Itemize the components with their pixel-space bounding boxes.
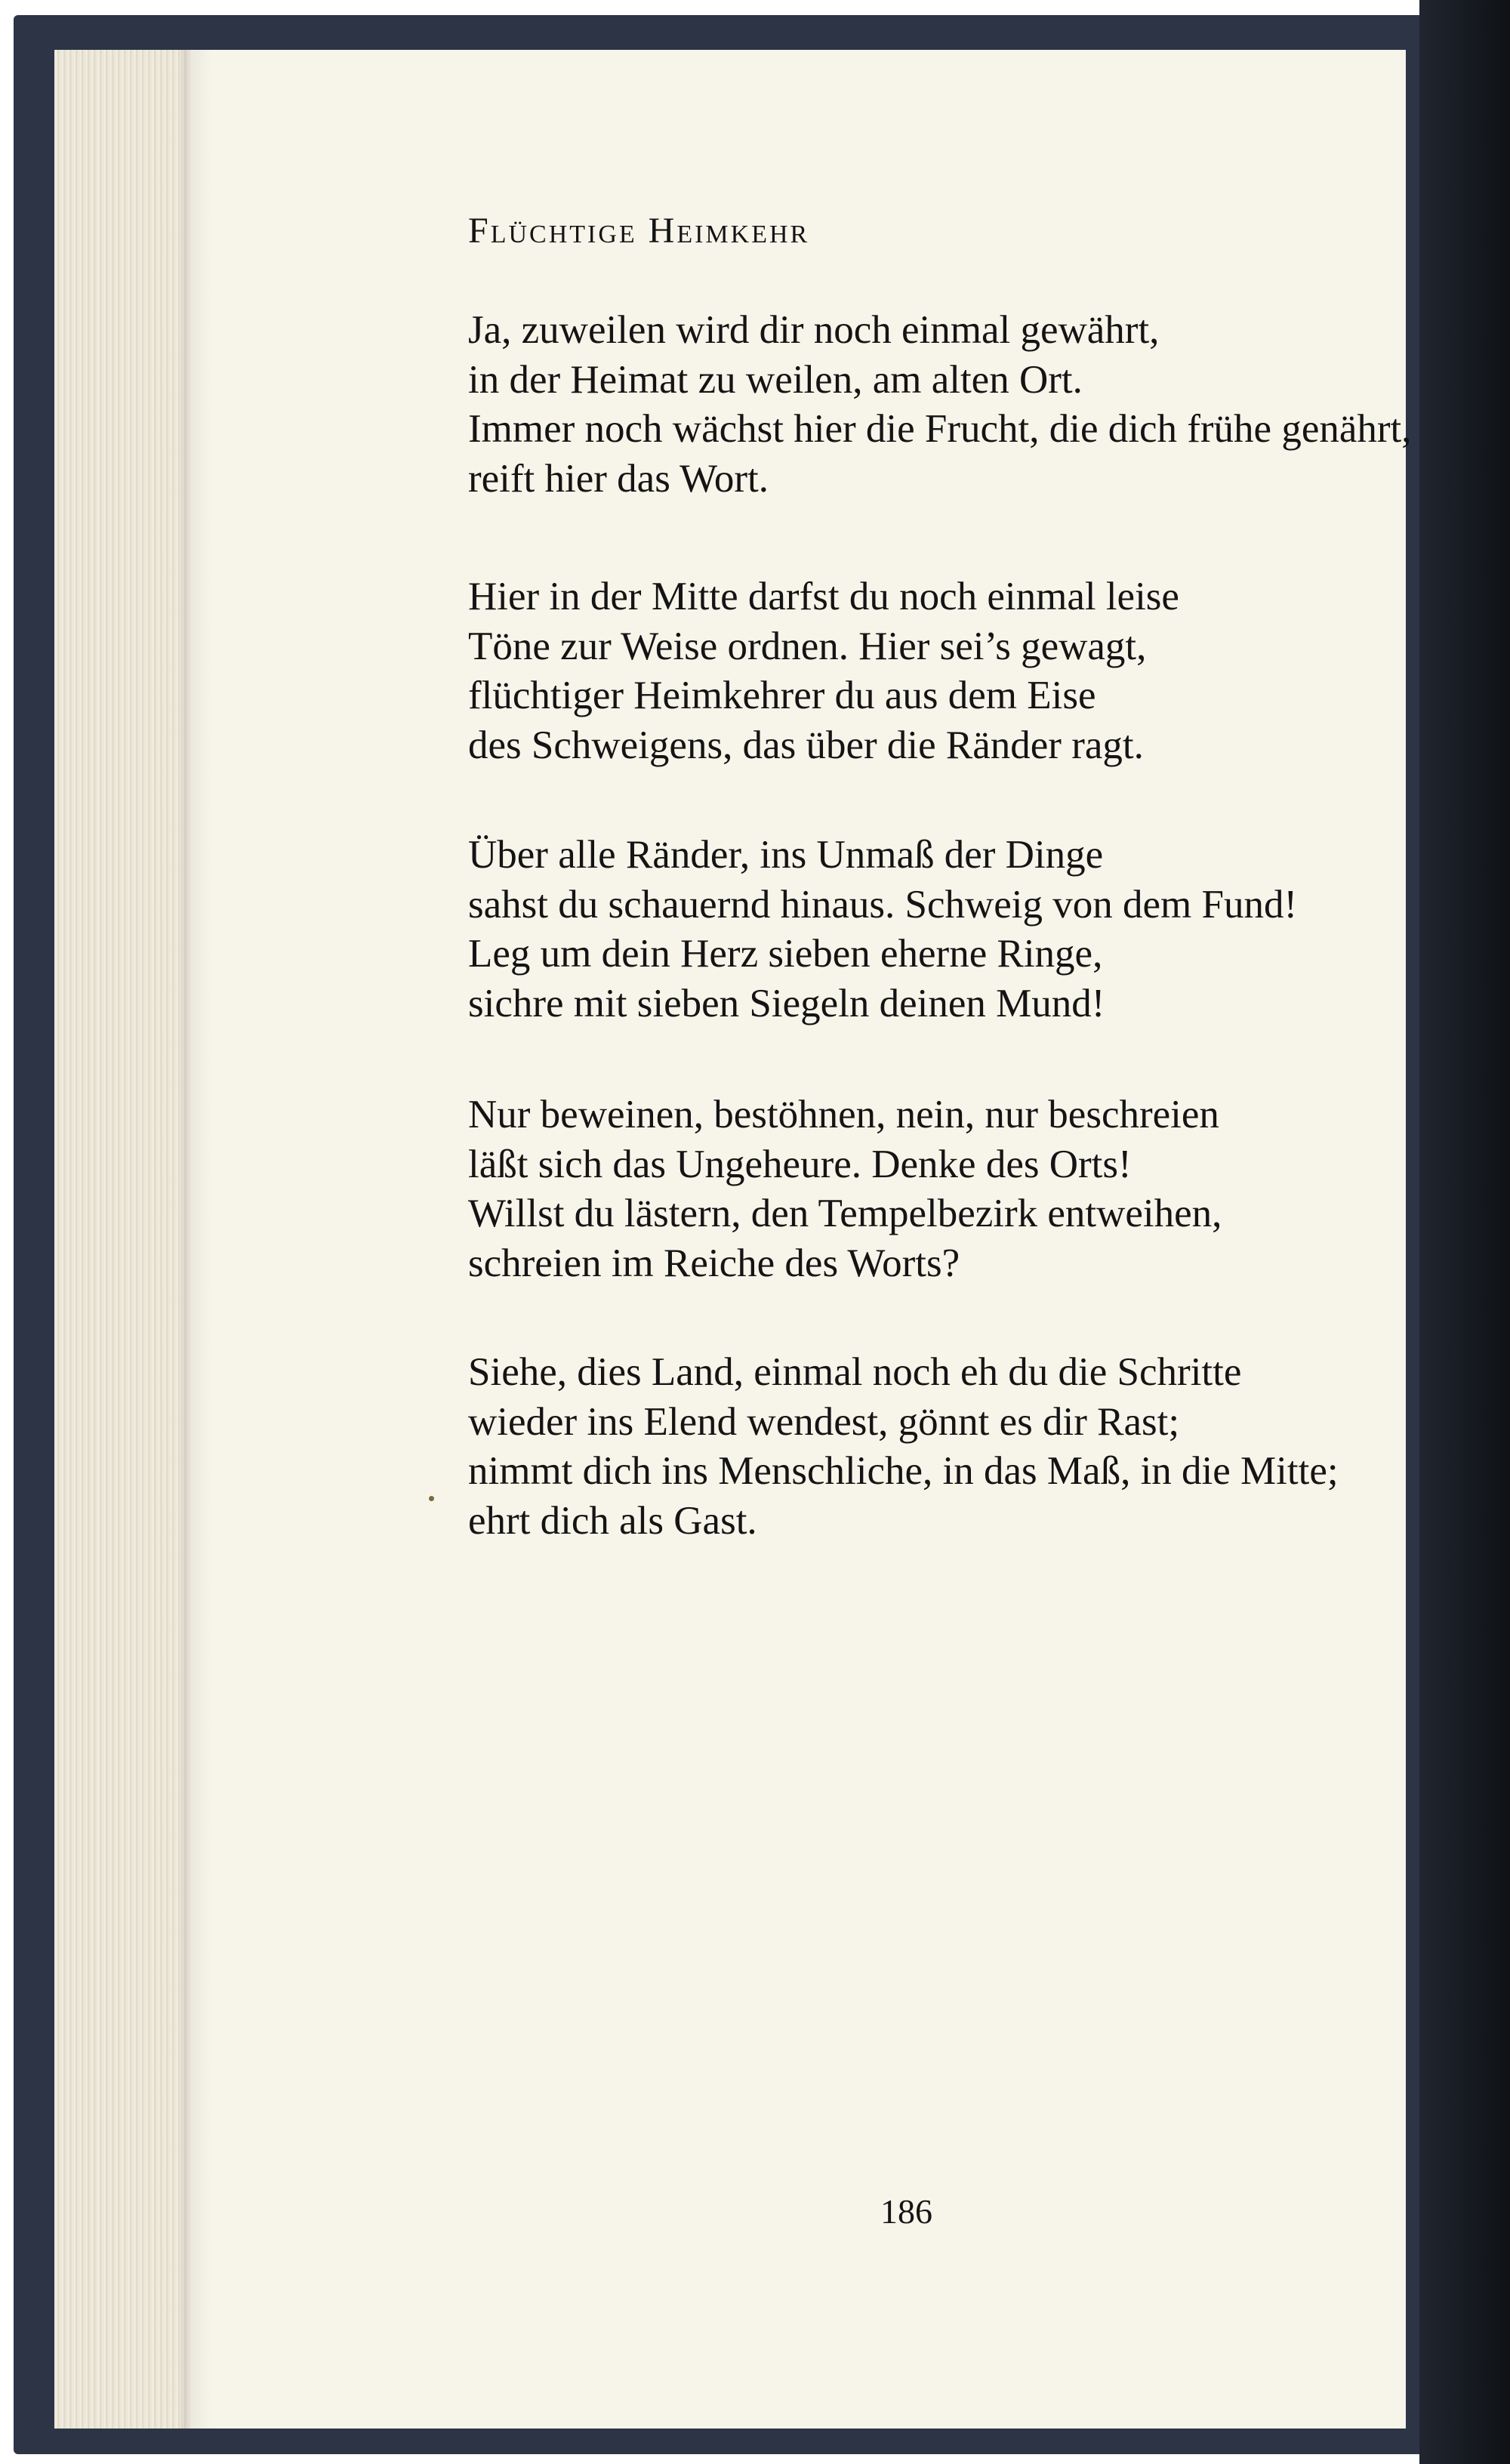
stanza-line: des Schweigens, das über die Ränder ragt. [468,723,1144,767]
book-page [468,0,1487,2464]
stanza-line: läßt sich das Ungeheure. Denke des Orts! [468,1142,1132,1186]
ink-speck [429,1496,434,1501]
stanza-line: Über alle Ränder, ins Unmaß der Dinge [468,833,1104,877]
stanza-line: Leg um dein Herz sieben eherne Ringe, [468,932,1103,976]
stanza-line: flüchtiger Heimkehrer du aus dem Eise [468,674,1096,717]
page-number: 186 [880,2192,932,2231]
stanza-line: Töne zur Weise ordnen. Hier sei’s gewagt, [468,624,1147,668]
stanza-line: Siehe, dies Land, einmal noch eh du die Schritte [468,1350,1242,1394]
stanza-2 [468,572,1179,770]
stanza-1 [468,306,1412,504]
stanza-5 [468,1348,1339,1546]
stanza-line: Willst du lästern, den Tempelbezirk entweihen, [468,1192,1222,1235]
stanza-line: nimmt dich ins Menschliche, in das Maß, in die Mitte; [468,1449,1339,1493]
stanza-line: schreien im Reiche des Worts? [468,1241,960,1285]
stanza-line: sichre mit sieben Siegeln deinen Mund! [468,981,1105,1025]
page-gutter-shadow [181,50,211,2429]
poem-title: Flüchtige Heimkehr [468,211,810,251]
stanza-line: wieder ins Elend wendest, gönnt es dir Rast; [468,1399,1180,1444]
stanza-line: Nur beweinen, bestöhnen, nein, nur beschreien [468,1093,1219,1136]
stanza-line: sahst du schauernd hinaus. Schweig von dem Fund! [468,882,1298,927]
page-edges [54,50,190,2429]
stanza-3 [468,831,1297,1028]
stanza-line: reift hier das Wort. [468,456,769,501]
stanza-line: in der Heimat zu weilen, am alten Ort. [468,357,1083,402]
stanza-line: Hier in der Mitte darfst du noch einmal leise [468,575,1179,618]
stanza-4 [468,1090,1222,1288]
stanza-line: Immer noch wächst hier die Frucht, die dich frühe genährt, [468,407,1412,451]
stanza-line: ehrt dich als Gast. [468,1498,757,1543]
stanza-line: Ja, zuweilen wird dir noch einmal gewährt, [468,308,1160,352]
